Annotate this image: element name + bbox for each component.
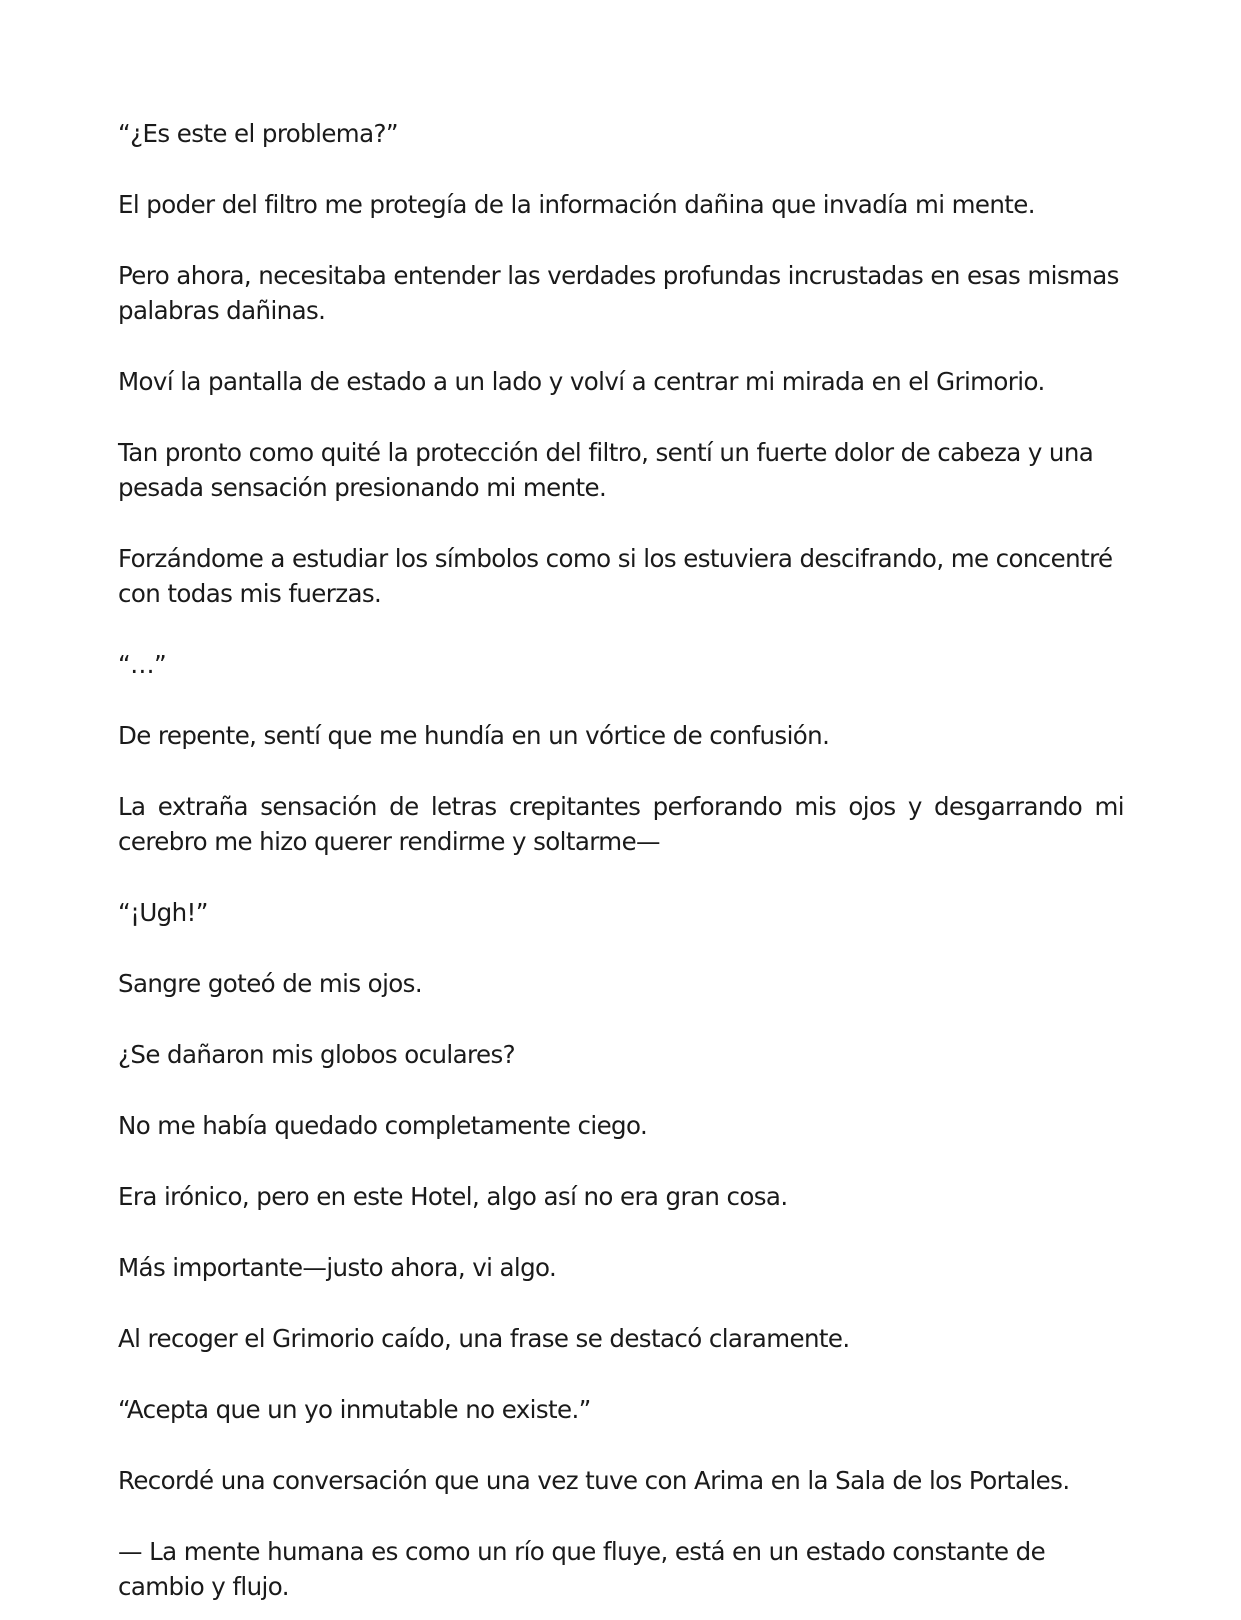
paragraph-5: Tan pronto como quité la protección del filtro, sentí un fuerte dolor de cabeza y una pesada sensación presionando mi mente. — [118, 438, 1094, 502]
paragraph-18: Recordé una conversación que una vez tuve con Arima en la Sala de los Portales. — [118, 1466, 1070, 1495]
document-body — [118, 116, 1124, 1604]
paragraph-3: Pero ahora, necesitaba entender las verdades profundas incrustadas en esas mismas palabras dañinas. — [118, 261, 1119, 325]
paragraph-19: — La mente humana es como un río que fluye, está en un estado constante de cambio y flujo. — [118, 1537, 1046, 1601]
paragraph-4: Moví la pantalla de estado a un lado y volví a centrar mi mirada en el Grimorio. — [118, 367, 1045, 396]
paragraph-1: “¿Es este el problema?” — [118, 119, 398, 148]
paragraph-11: Sangre goteó de mis ojos. — [118, 969, 423, 998]
paragraph-8: De repente, sentí que me hundía en un vórtice de confusión. — [118, 721, 830, 750]
paragraph-14: Era irónico, pero en este Hotel, algo así no era gran cosa. — [118, 1182, 788, 1211]
paragraph-16: Al recoger el Grimorio caído, una frase se destacó claramente. — [118, 1324, 850, 1353]
paragraph-6: Forzándome a estudiar los símbolos como si los estuviera descifrando, me concentré con todas mis fuerzas. — [118, 544, 1113, 608]
paragraph-15: Más importante—justo ahora, vi algo. — [118, 1253, 557, 1282]
paragraph-17: “Acepta que un yo inmutable no existe.” — [118, 1395, 591, 1424]
paragraph-12: ¿Se dañaron mis globos oculares? — [118, 1040, 516, 1069]
paragraph-2: El poder del filtro me protegía de la información dañina que invadía mi mente. — [118, 190, 1035, 219]
paragraph-13: No me había quedado completamente ciego. — [118, 1111, 648, 1140]
paragraph-10: “¡Ugh!” — [118, 898, 208, 927]
paragraph-7: “…” — [118, 650, 167, 679]
paragraph-9: La extraña sensación de letras crepitantes perforando mis ojos y desgarrando mi cerebro me hizo querer rendirme y soltarme— — [118, 792, 1124, 856]
